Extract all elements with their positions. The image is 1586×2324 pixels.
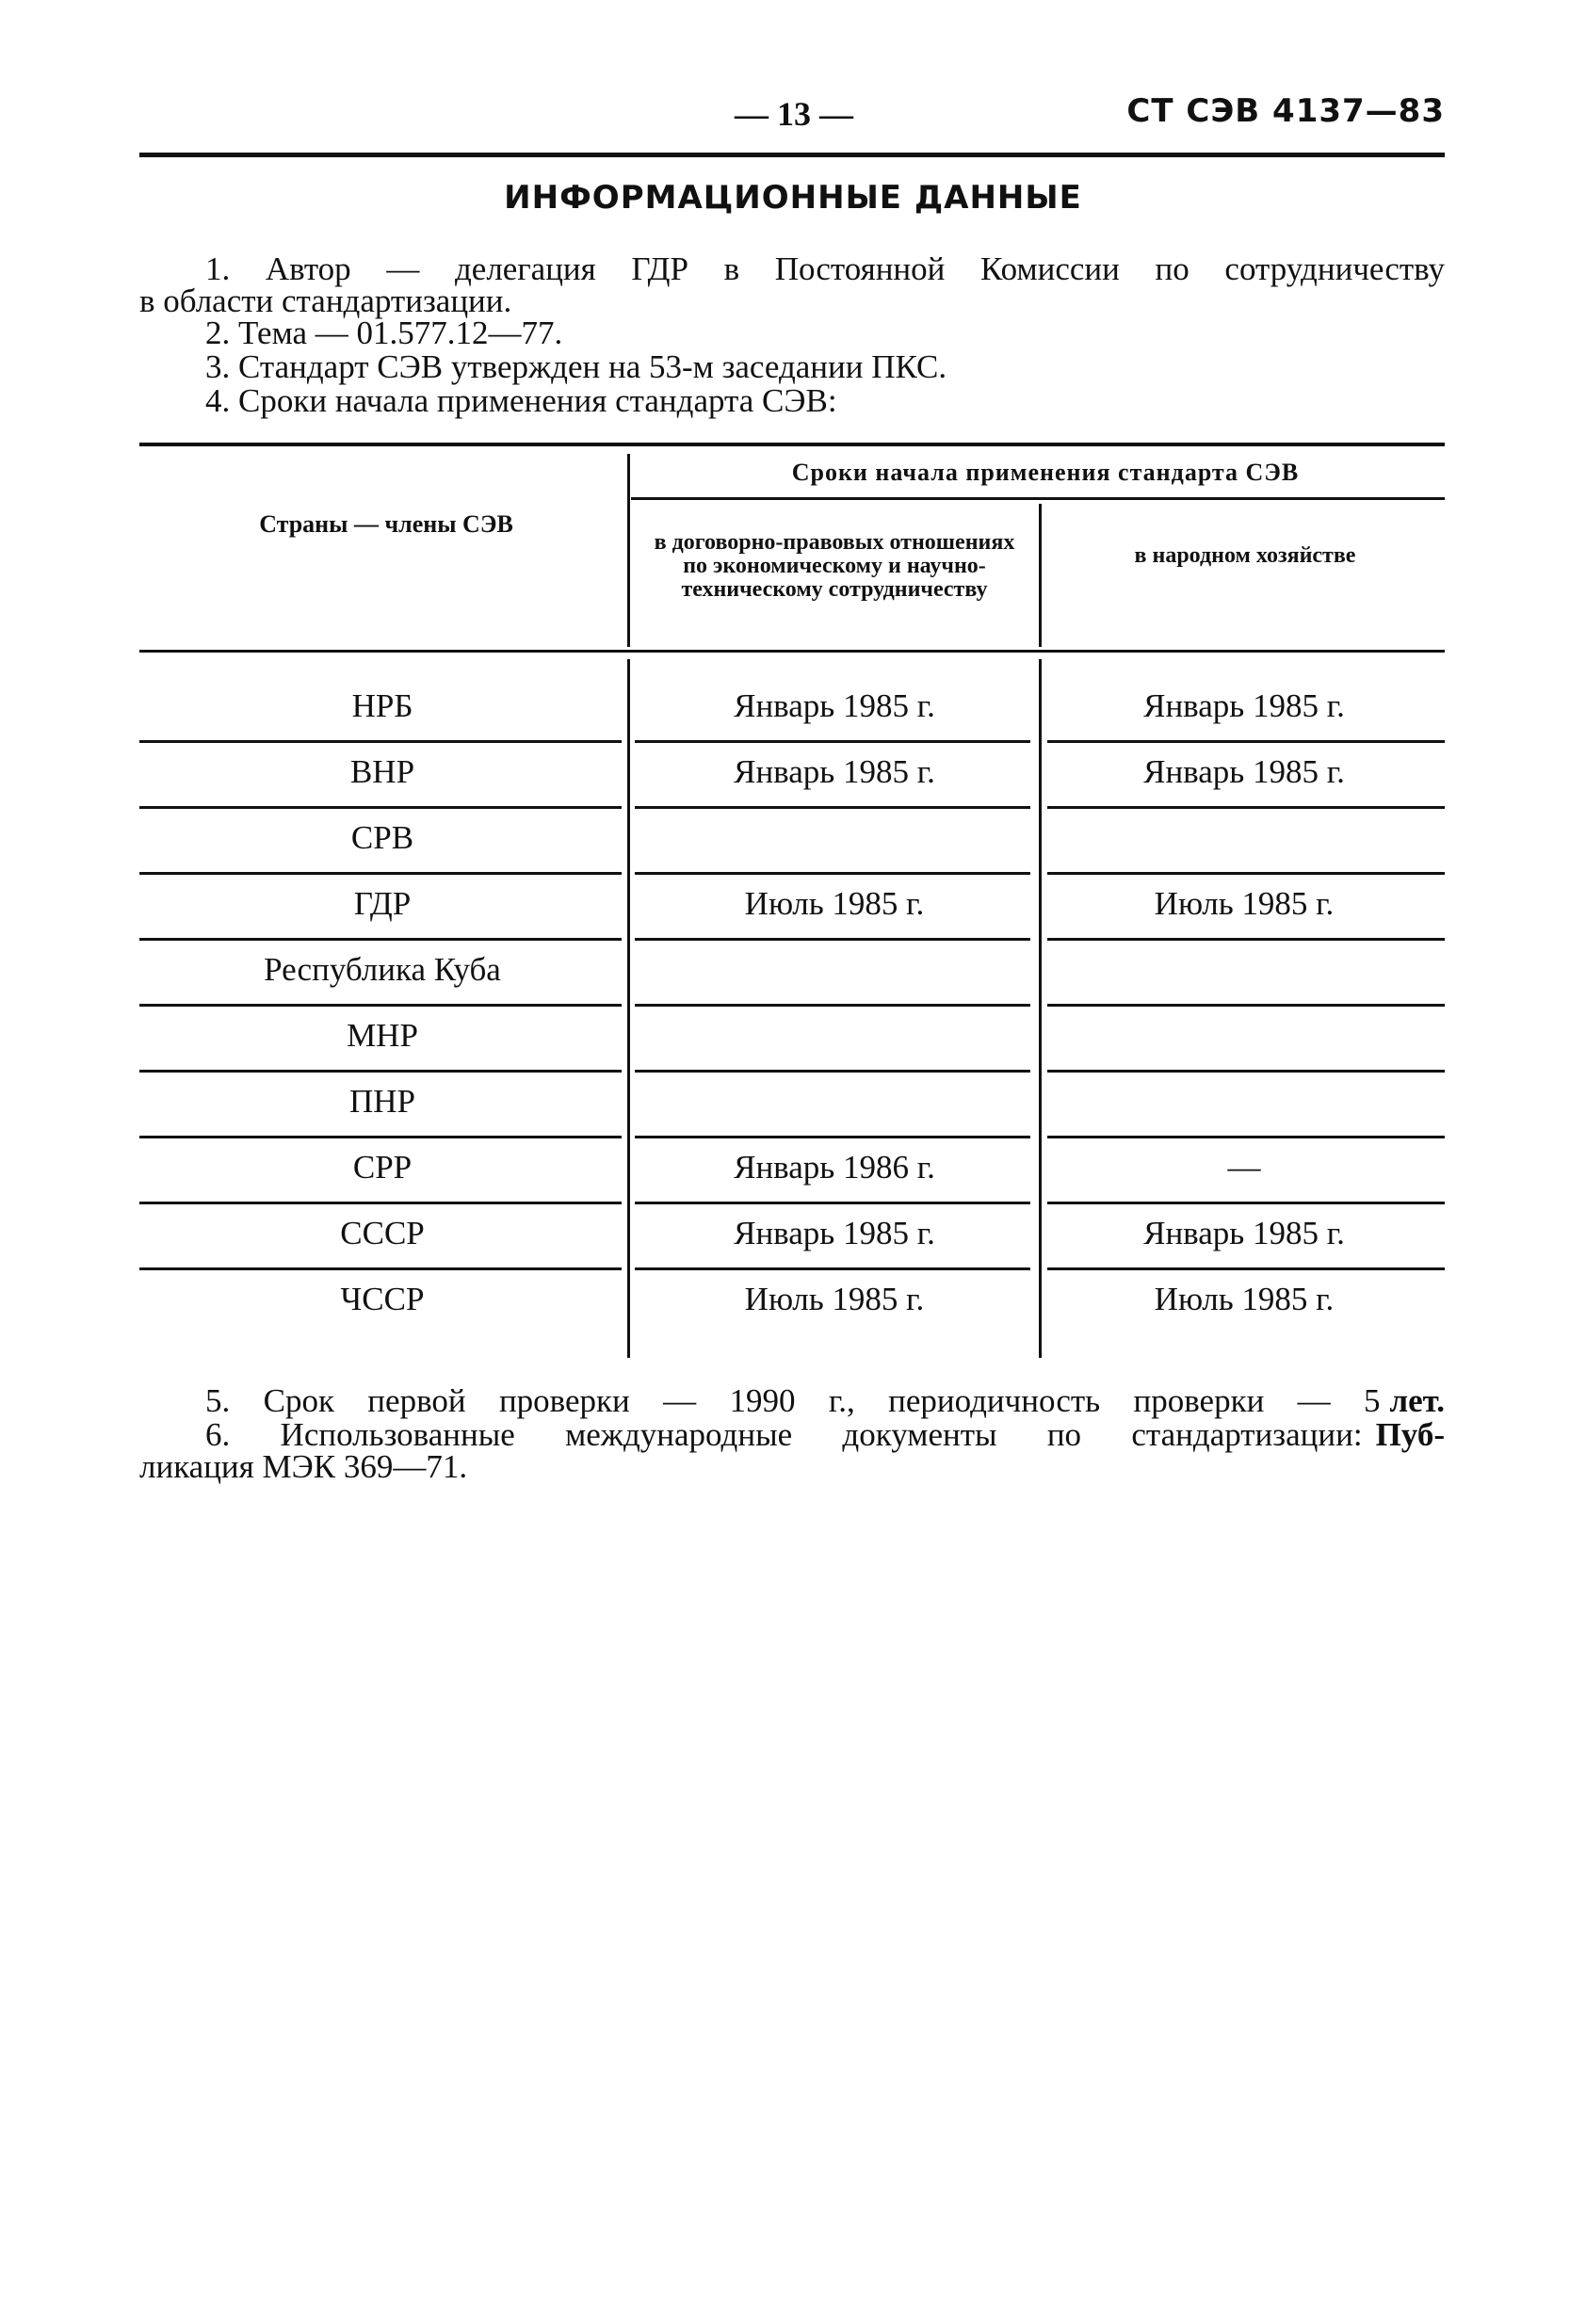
cell-country: СССР — [340, 1215, 425, 1251]
body-vline-1 — [627, 659, 630, 1358]
item-2: 2. Тема — 01.577.12—77. — [205, 315, 563, 351]
cell-contract: Январь 1985 г. — [734, 687, 935, 724]
item-6-text: 6. Использованные международные документы по стандартизации: — [205, 1416, 1363, 1453]
item-5-text: 5. Срок первой проверки — 1990 г., периодичность проверки — 5 — [205, 1382, 1381, 1419]
row-separator — [139, 872, 622, 875]
cell-economy: Июль 1985 г. — [1154, 885, 1335, 922]
item-1-line-2: в области стандартизации. — [139, 282, 512, 319]
cell-economy: Июль 1985 г. — [1154, 1281, 1335, 1317]
row-separator — [1047, 1202, 1445, 1204]
col-contract-header: в договорно-правовых отношениях по экономическому и научно-техническому сотрудничеству — [654, 530, 1015, 602]
item-6-bold: Пуб- — [1375, 1416, 1445, 1453]
row-separator — [635, 806, 1030, 809]
row-separator — [635, 1136, 1030, 1138]
row-separator — [139, 1202, 622, 1204]
cell-economy: Январь 1985 г. — [1143, 753, 1345, 790]
cell-economy: — — [1227, 1149, 1261, 1186]
item-5 — [205, 1384, 1445, 1418]
header-rule — [139, 153, 1445, 157]
row-separator — [1047, 938, 1445, 941]
document-code: СТ СЭВ 4137—83 — [1126, 92, 1445, 130]
item-3: 3. Стандарт СЭВ утвержден на 53-м заседании ПКС. — [205, 348, 947, 385]
item-4: 4. Сроки начала применения стандарта СЭВ: — [205, 382, 837, 419]
row-separator — [139, 1267, 622, 1270]
row-separator — [139, 740, 622, 743]
col-countries-header: Страны — члены СЭВ — [259, 510, 513, 538]
row-separator — [1047, 1267, 1445, 1270]
cell-country: МНР — [347, 1017, 418, 1054]
item-6-line-1 — [205, 1418, 1445, 1452]
cell-country: НРБ — [351, 687, 413, 724]
col-economy-header: в народном хозяйстве — [1134, 543, 1356, 568]
item-6-line-2: ликация МЭК 369—71. — [139, 1448, 468, 1485]
row-separator — [1047, 872, 1445, 875]
row-separator — [1047, 1070, 1445, 1073]
row-separator — [139, 1136, 622, 1138]
group-header-rule — [631, 497, 1445, 500]
row-separator — [139, 938, 622, 941]
row-separator — [635, 938, 1030, 941]
row-separator — [635, 1267, 1030, 1270]
cell-country: Республика Куба — [264, 951, 501, 988]
group-header: Сроки начала применения стандарта СЭВ — [791, 459, 1300, 486]
row-separator — [635, 740, 1030, 743]
row-separator — [1047, 1004, 1445, 1007]
item-1-line-1: 1. Автор — делегация ГДР в Постоянной Комиссии по сотрудничеству — [205, 250, 1445, 287]
cell-contract: Июль 1985 г. — [744, 1281, 925, 1317]
row-separator — [1047, 740, 1445, 743]
cell-country: СРВ — [350, 819, 414, 856]
header-vline-1 — [627, 454, 630, 647]
cell-country: ПНР — [348, 1083, 416, 1120]
cell-economy: Январь 1985 г. — [1143, 687, 1345, 724]
cell-country: СРР — [352, 1149, 413, 1186]
row-separator — [635, 1004, 1030, 1007]
row-separator — [139, 1004, 622, 1007]
page-number: — 13 — — [735, 95, 853, 133]
body-vline-2 — [1039, 659, 1042, 1358]
cell-contract: Июль 1985 г. — [744, 885, 925, 922]
cell-country: ВНР — [349, 753, 415, 790]
row-separator — [139, 806, 622, 809]
item-5-bold: лет. — [1389, 1382, 1445, 1419]
section-title: ИНФОРМАЦИОННЫЕ ДАННЫЕ — [504, 179, 1082, 217]
cell-contract: Январь 1986 г. — [734, 1149, 935, 1186]
cell-contract: Январь 1985 г. — [734, 753, 935, 790]
row-separator — [635, 1202, 1030, 1204]
cell-contract: Январь 1985 г. — [734, 1215, 935, 1251]
cell-country: ГДР — [353, 885, 412, 922]
header-vline-2 — [1039, 504, 1042, 647]
row-separator — [635, 872, 1030, 875]
row-separator — [635, 1070, 1030, 1073]
row-separator — [1047, 1136, 1445, 1138]
row-separator — [139, 1070, 622, 1073]
cell-economy: Январь 1985 г. — [1143, 1215, 1345, 1251]
table-header-bottom-rule — [139, 650, 1445, 653]
row-separator — [1047, 806, 1445, 809]
table-top-rule — [139, 443, 1445, 446]
cell-country: ЧССР — [340, 1281, 425, 1317]
